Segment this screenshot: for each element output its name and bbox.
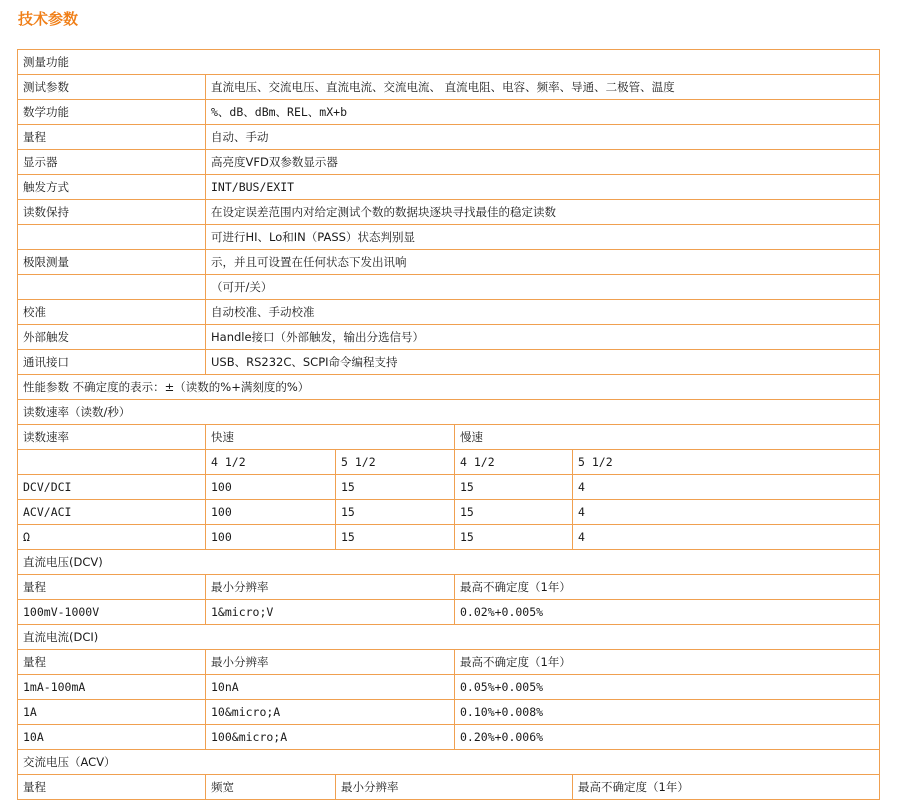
spec-value: 自动校准、手动校准 xyxy=(206,300,880,325)
spec-label: 测试参数 xyxy=(18,75,206,100)
spec-value: 直流电压、交流电压、直流电流、交流电流、 直流电阻、电容、频率、导通、二极管、温度 xyxy=(206,75,880,100)
rate-value: 100 xyxy=(206,500,336,525)
col-header: 最高不确定度（1年） xyxy=(455,575,880,600)
spec-row xyxy=(18,75,880,100)
spec-label: 通讯接口 xyxy=(18,350,206,375)
digits-cell: 5 1/2 xyxy=(336,450,455,475)
spec-row xyxy=(18,200,880,225)
rate-header-row xyxy=(18,425,880,450)
spec-row xyxy=(18,175,880,200)
spec-row xyxy=(18,325,880,350)
rate-value: 100 xyxy=(206,475,336,500)
rate-value: 15 xyxy=(336,475,455,500)
spec-label: 极限测量 xyxy=(18,250,206,275)
col-header: 量程 xyxy=(18,575,206,600)
section-heading-row xyxy=(18,400,880,425)
resolution-cell: 100&micro;A xyxy=(206,725,455,750)
spec-label xyxy=(18,225,206,250)
uncertainty-cell: 0.02%+0.005% xyxy=(455,600,880,625)
spec-row xyxy=(18,150,880,175)
rate-value: 4 xyxy=(573,475,880,500)
spec-label: 显示器 xyxy=(18,150,206,175)
resolution-cell: 10&micro;A xyxy=(206,700,455,725)
spec-value: （可开/关） xyxy=(206,275,880,300)
section-heading: 直流电流(DCI) xyxy=(18,625,880,650)
section-heading: 测量功能 xyxy=(18,50,880,75)
spec-value: 在设定误差范围内对给定测试个数的数据块逐块寻找最佳的稳定读数 xyxy=(206,200,880,225)
spec-value: 可进行HI、Lo和IN（PASS）状态判别显 xyxy=(206,225,880,250)
section-heading: 读数速率（读数/秒） xyxy=(18,400,880,425)
spec-value: %、dB、dBm、REL、mX+b xyxy=(206,100,880,125)
dcv-header-row xyxy=(18,575,880,600)
rate-value: 15 xyxy=(455,500,573,525)
dci-row xyxy=(18,725,880,750)
rate-value: 15 xyxy=(336,525,455,550)
spec-row xyxy=(18,225,880,250)
spec-label: 触发方式 xyxy=(18,175,206,200)
col-header: 量程 xyxy=(18,650,206,675)
spec-label: 外部触发 xyxy=(18,325,206,350)
uncertainty-cell: 0.20%+0.006% xyxy=(455,725,880,750)
spec-value: 示，并且可设置在任何状态下发出讯响 xyxy=(206,250,880,275)
rate-value: 15 xyxy=(455,525,573,550)
spec-row xyxy=(18,250,880,275)
range-cell: 100mV-1000V xyxy=(18,600,206,625)
col-header: 最小分辨率 xyxy=(206,650,455,675)
section-heading: 交流电压（ACV） xyxy=(18,750,880,775)
digits-cell: 4 1/2 xyxy=(206,450,336,475)
rate-header-fast: 快速 xyxy=(206,425,455,450)
spec-value: 高亮度VFD双参数显示器 xyxy=(206,150,880,175)
rate-value: 100 xyxy=(206,525,336,550)
spec-table xyxy=(17,49,880,800)
spec-row xyxy=(18,100,880,125)
spec-row xyxy=(18,125,880,150)
rate-value: 4 xyxy=(573,525,880,550)
spec-label: 校准 xyxy=(18,300,206,325)
uncertainty-cell: 0.10%+0.008% xyxy=(455,700,880,725)
section-heading-row xyxy=(18,375,880,400)
digits-cell: 4 1/2 xyxy=(455,450,573,475)
section-heading: 直流电压(DCV) xyxy=(18,550,880,575)
col-header: 最小分辨率 xyxy=(206,575,455,600)
rate-label: DCV/DCI xyxy=(18,475,206,500)
rate-header-slow: 慢速 xyxy=(455,425,880,450)
section-heading-row xyxy=(18,50,880,75)
col-header: 量程 xyxy=(18,775,206,800)
rate-header-label: 读数速率 xyxy=(18,425,206,450)
performance-note: 性能参数 不确定度的表示：±（读数的%+满刻度的%） xyxy=(18,375,880,400)
resolution-cell: 10nA xyxy=(206,675,455,700)
spec-label: 读数保持 xyxy=(18,200,206,225)
spec-value: 自动、手动 xyxy=(206,125,880,150)
rate-row xyxy=(18,475,880,500)
section-heading-row xyxy=(18,550,880,575)
col-header: 最高不确定度（1年） xyxy=(573,775,880,800)
col-header: 最高不确定度（1年） xyxy=(455,650,880,675)
range-cell: 1A xyxy=(18,700,206,725)
rate-row xyxy=(18,500,880,525)
spec-value: USB、RS232C、SCPI命令编程支持 xyxy=(206,350,880,375)
spec-label: 数学功能 xyxy=(18,100,206,125)
digits-cell: 5 1/2 xyxy=(573,450,880,475)
uncertainty-cell: 0.05%+0.005% xyxy=(455,675,880,700)
spec-row xyxy=(18,300,880,325)
spec-row xyxy=(18,350,880,375)
rate-label: ACV/ACI xyxy=(18,500,206,525)
rate-value: 15 xyxy=(455,475,573,500)
rate-digits-row xyxy=(18,450,880,475)
rate-value: 4 xyxy=(573,500,880,525)
rate-row xyxy=(18,525,880,550)
range-cell: 10A xyxy=(18,725,206,750)
empty-cell xyxy=(18,450,206,475)
col-header: 最小分辨率 xyxy=(336,775,573,800)
dci-header-row xyxy=(18,650,880,675)
spec-label: 量程 xyxy=(18,125,206,150)
spec-row xyxy=(18,275,880,300)
rate-label: Ω xyxy=(18,525,206,550)
col-header: 频宽 xyxy=(206,775,336,800)
section-heading-row xyxy=(18,750,880,775)
spec-value: Handle接口（外部触发，输出分选信号） xyxy=(206,325,880,350)
spec-value: INT/BUS/EXIT xyxy=(206,175,880,200)
spec-label xyxy=(18,275,206,300)
dcv-row xyxy=(18,600,880,625)
resolution-cell: 1&micro;V xyxy=(206,600,455,625)
range-cell: 1mA-100mA xyxy=(18,675,206,700)
section-heading-row xyxy=(18,625,880,650)
dci-row xyxy=(18,675,880,700)
acv-header-row xyxy=(18,775,880,800)
page-title: 技术参数 xyxy=(18,10,79,28)
rate-value: 15 xyxy=(336,500,455,525)
dci-row xyxy=(18,700,880,725)
